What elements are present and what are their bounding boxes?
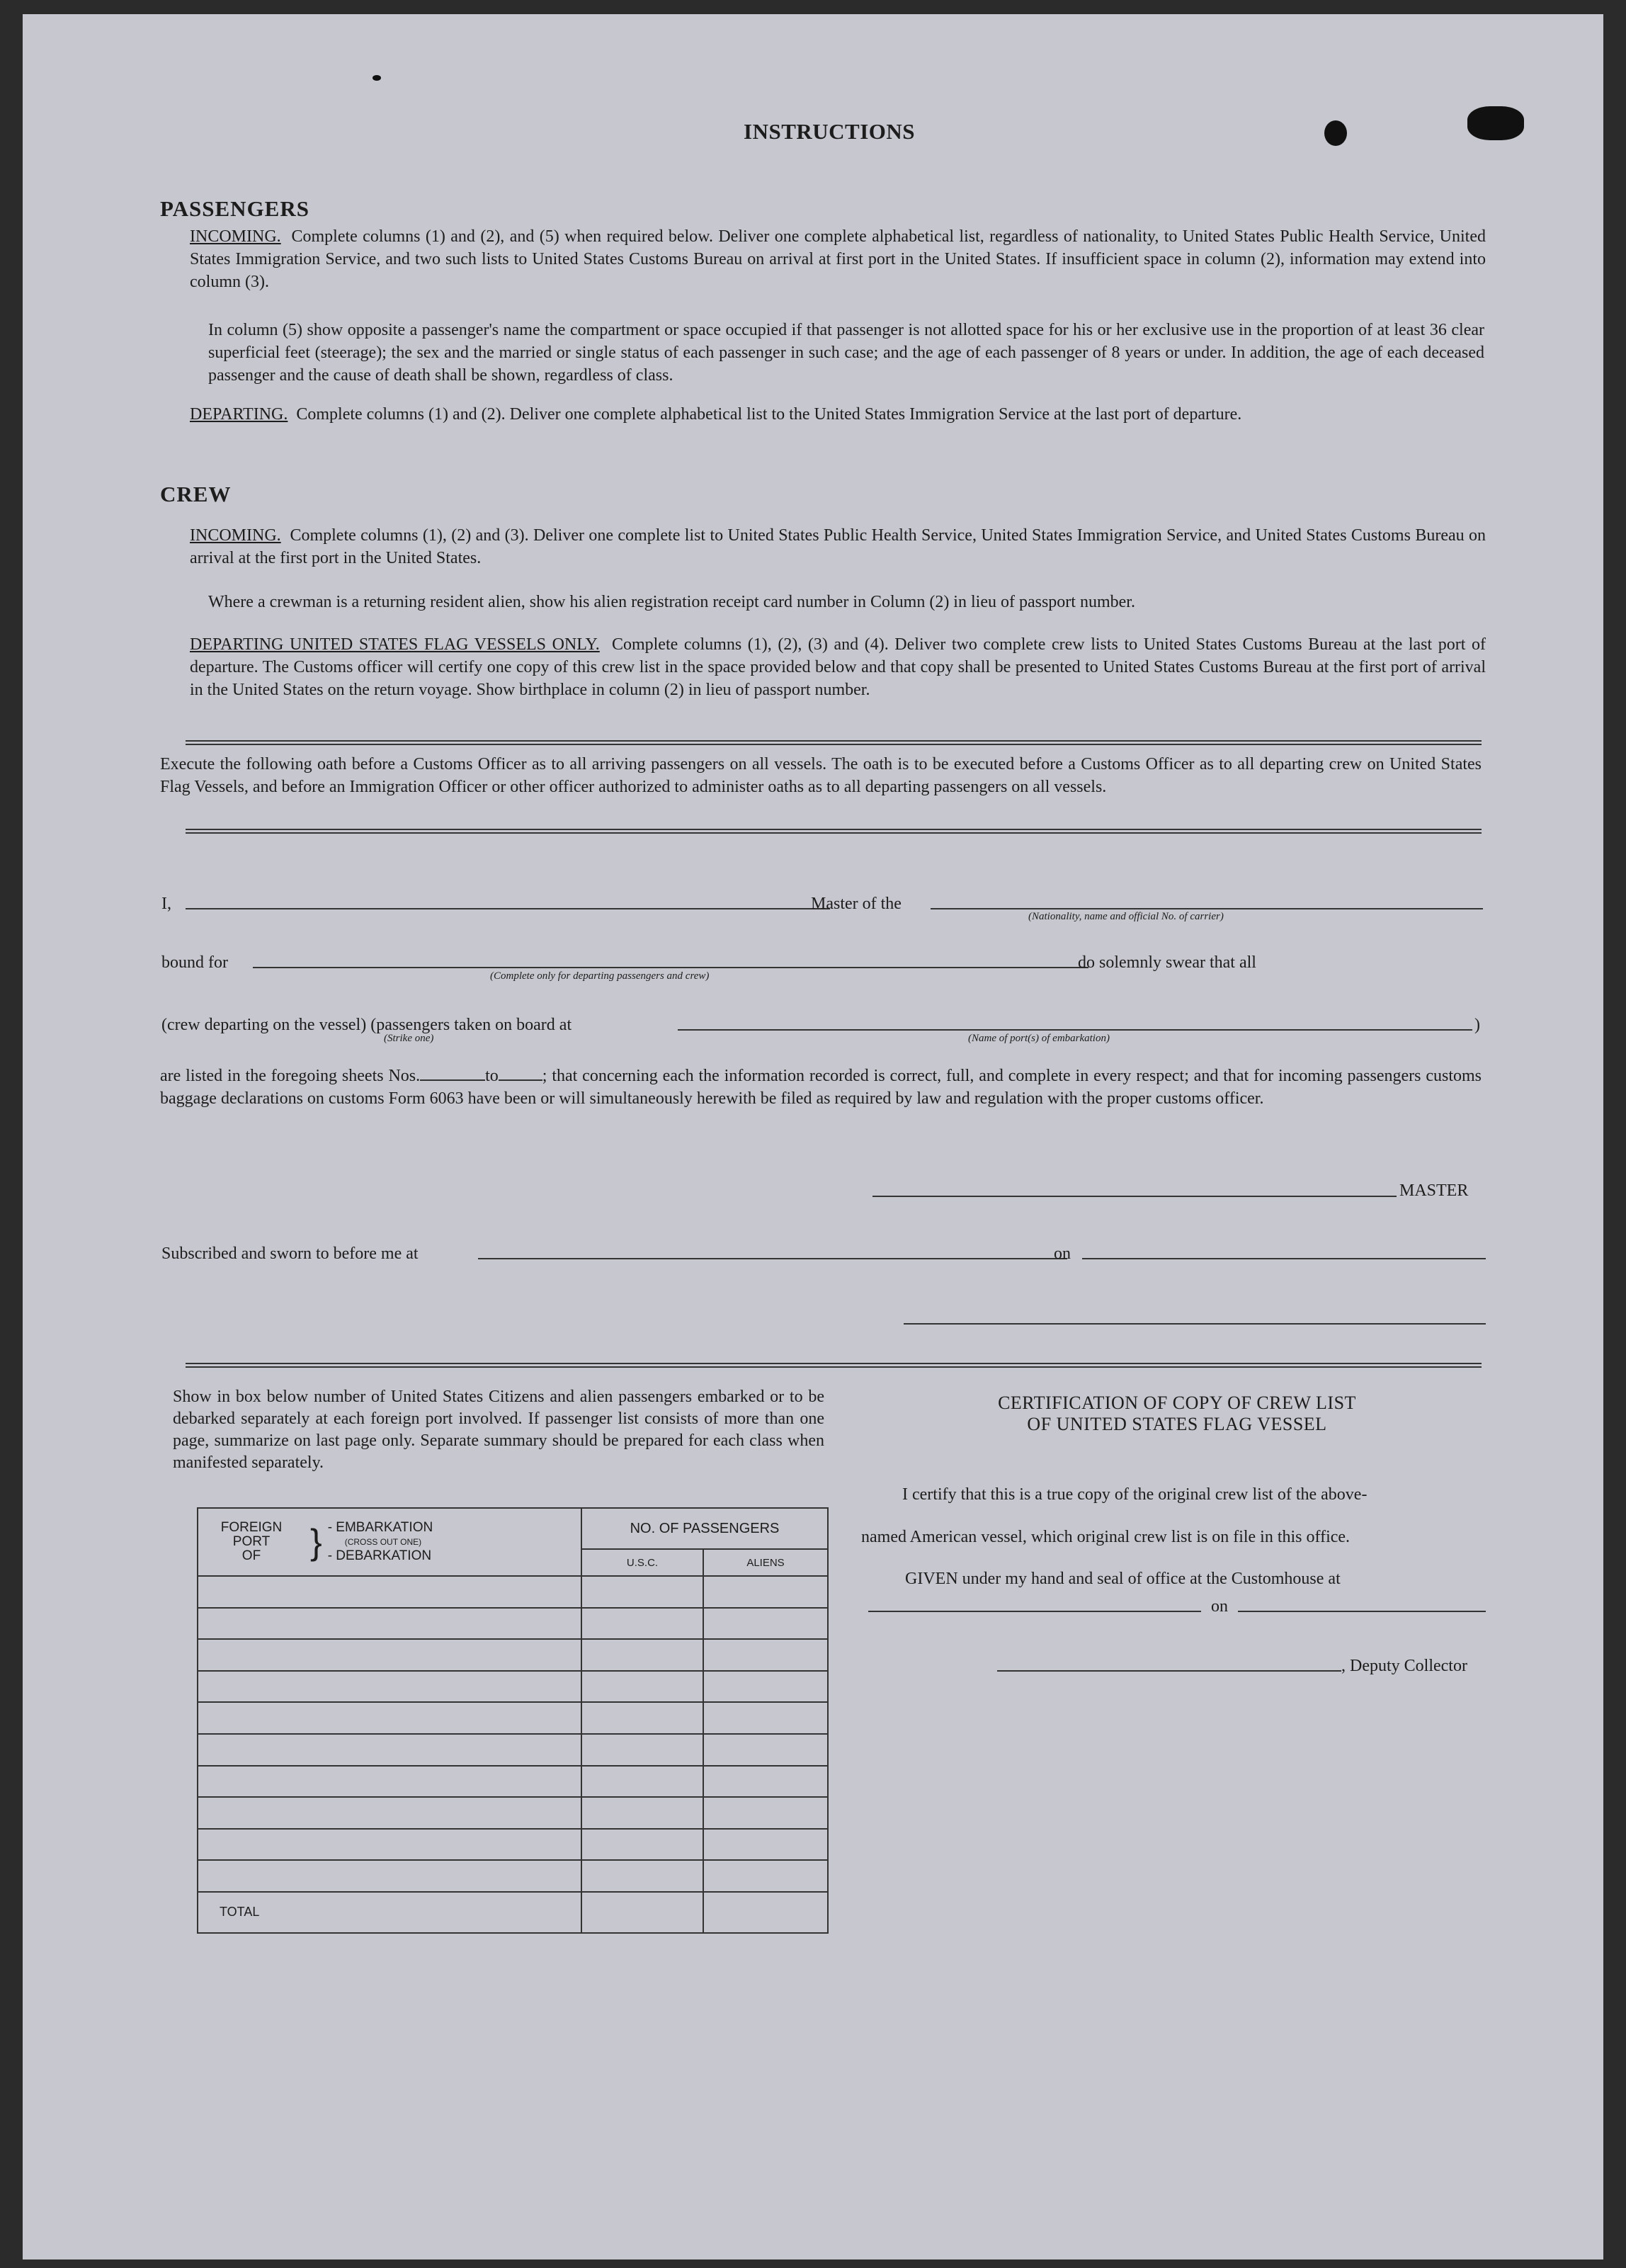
embarkation-label: - EMBARKATION xyxy=(327,1520,433,1535)
total-label: TOTAL xyxy=(198,1892,581,1933)
passengers-incoming xyxy=(190,225,1486,293)
table-row xyxy=(198,1639,828,1671)
aliens-cell[interactable] xyxy=(703,1734,828,1766)
sheet-to-field[interactable] xyxy=(499,1079,542,1081)
ink-blot-decoration xyxy=(1467,106,1524,140)
subscribed-label: Subscribed and sworn to before me at xyxy=(161,1244,419,1263)
deputy-collector-label: , Deputy Collector xyxy=(1341,1657,1467,1675)
embarkation-ports-field[interactable] xyxy=(678,1029,1472,1031)
aliens-cell[interactable] xyxy=(703,1639,828,1671)
passenger-summary-table xyxy=(197,1507,829,1934)
usc-cell[interactable] xyxy=(581,1702,703,1734)
table-row xyxy=(198,1702,828,1734)
divider xyxy=(186,1363,1482,1368)
master-label: MASTER xyxy=(1399,1181,1469,1200)
usc-cell[interactable] xyxy=(581,1829,703,1861)
port-cell[interactable] xyxy=(198,1576,581,1608)
oath-i-label: I, xyxy=(161,895,171,913)
aliens-header: ALIENS xyxy=(703,1549,828,1576)
crew-departing-text: Complete columns (1), (2), (3) and (4). Deliver two complete crew lists to United States Customs Bureau at the last port of departure. The Customs officer will certify one copy of this crew list in the space provided below and that copy shall be presented to United States Customs Bureau at the first port of arrival in the United States on the return voyage. Show birthplace in column (2) in lieu of passport number. xyxy=(190,635,1486,699)
aliens-cell[interactable] xyxy=(703,1797,828,1829)
swear-text: do solemnly swear that all xyxy=(1078,953,1256,972)
certification-title xyxy=(858,1393,1496,1435)
aliens-cell[interactable] xyxy=(703,1576,828,1608)
port-cell[interactable] xyxy=(198,1766,581,1798)
listed-start: are listed in the foregoing sheets Nos. xyxy=(160,1067,421,1085)
usc-cell[interactable] xyxy=(581,1576,703,1608)
usc-cell[interactable] xyxy=(581,1734,703,1766)
no-of-passengers-header: NO. OF PASSENGERS xyxy=(581,1508,828,1549)
incoming-label: INCOMING. xyxy=(190,227,281,246)
certification-title-line2: OF UNITED STATES FLAG VESSEL xyxy=(1027,1414,1327,1434)
certification-title-line1: CERTIFICATION OF COPY OF CREW LIST xyxy=(998,1393,1356,1413)
usc-cell[interactable] xyxy=(581,1766,703,1798)
form-page xyxy=(23,14,1603,2260)
usc-cell[interactable] xyxy=(581,1608,703,1640)
table-row xyxy=(198,1608,828,1640)
page-title: INSTRUCTIONS xyxy=(744,119,916,144)
table-row xyxy=(198,1576,828,1608)
usc-cell[interactable] xyxy=(581,1860,703,1892)
passengers-heading: PASSENGERS xyxy=(160,196,309,221)
customhouse-field[interactable] xyxy=(868,1611,1201,1612)
strike-caption: (Strike one) xyxy=(384,1033,434,1044)
listed-paragraph xyxy=(160,1065,1482,1110)
crew-departing-label: DEPARTING UNITED STATES FLAG VESSELS ONLY. xyxy=(190,635,600,654)
port-cell[interactable] xyxy=(198,1797,581,1829)
aliens-cell[interactable] xyxy=(703,1829,828,1861)
carrier-field[interactable] xyxy=(931,908,1483,909)
table-row xyxy=(198,1671,828,1703)
port-header xyxy=(198,1508,581,1576)
port-cell[interactable] xyxy=(198,1608,581,1640)
ports-caption: (Name of port(s) of embarkation) xyxy=(968,1033,1110,1044)
port-cell[interactable] xyxy=(198,1639,581,1671)
sworn-date-field[interactable] xyxy=(1082,1258,1486,1259)
port-cell[interactable] xyxy=(198,1829,581,1861)
total-aliens-cell[interactable] xyxy=(703,1892,828,1933)
total-usc-cell[interactable] xyxy=(581,1892,703,1933)
master-name-field[interactable] xyxy=(186,908,830,909)
departing-text: Complete columns (1) and (2). Deliver one complete alphabetical list to the United States Immigration Service at the last port of departure. xyxy=(296,405,1242,424)
crew-incoming-label: INCOMING. xyxy=(190,526,281,545)
usc-cell[interactable] xyxy=(581,1671,703,1703)
summary-note: Show in box below number of United States Citizens and alien passengers embarked or to be debarked separately at each foreign port involved. If passenger list consists of more than one page, summarize on last page only. Separate summary should be prepared for each class when manifested separately. xyxy=(173,1388,824,1472)
passengers-column5: In column (5) show opposite a passenger's name the compartment or space occupied if that passenger is not allotted space for his or her exclusive use in the proportion of at least 36 clear superficial feet (steerage); the sex and the married or single status of each passenger in such case; and the age of each passenger of 8 years or under. In addition, the age of each deceased passenger and the cause of death shall be shown, regardless of class. xyxy=(208,321,1484,385)
incoming-text: Complete columns (1) and (2), and (5) when required below. Deliver one complete alphabetical list, regardless of nationality, to United States Public Health Service, United States Immigration Service, and two such lists to United States Customs Bureau on arrival at first port in the United States. If insufficient space in column (2), information may extend into column (3). xyxy=(190,227,1486,291)
crew-heading: CREW xyxy=(160,482,232,506)
port-cell[interactable] xyxy=(198,1860,581,1892)
table-row xyxy=(198,1797,828,1829)
usc-cell[interactable] xyxy=(581,1797,703,1829)
crew-resident: Where a crewman is a returning resident alien, show his alien registration receipt card number in Column (2) in lieu of passport number. xyxy=(208,593,1135,611)
aliens-cell[interactable] xyxy=(703,1702,828,1734)
master-signature-field[interactable] xyxy=(872,1196,1397,1197)
crew-incoming xyxy=(190,524,1486,569)
cert-on-label: on xyxy=(1211,1597,1228,1616)
to-label: to xyxy=(485,1067,499,1085)
brace-icon: } xyxy=(310,1522,322,1562)
port-cell[interactable] xyxy=(198,1671,581,1703)
divider xyxy=(186,740,1482,745)
crew-departing-strike: (crew departing on the vessel) (passengers taken on board at xyxy=(161,1016,572,1034)
certify-text-2: named American vessel, which original crew list is on file in this office. xyxy=(861,1528,1351,1546)
table-row xyxy=(198,1829,828,1861)
divider xyxy=(186,829,1482,834)
certify-text-1: I certify that this is a true copy of the original crew list of the above- xyxy=(902,1485,1368,1504)
crew-departing xyxy=(190,633,1486,701)
close-paren: ) xyxy=(1474,1016,1480,1034)
ink-blot-decoration xyxy=(373,75,381,81)
aliens-cell[interactable] xyxy=(703,1766,828,1798)
bound-for-field[interactable] xyxy=(253,967,1088,968)
table-row xyxy=(198,1734,828,1766)
departing-label: DEPARTING. xyxy=(190,405,288,424)
usc-header: U.S.C. xyxy=(581,1549,703,1576)
bound-caption: (Complete only for departing passengers and crew) xyxy=(490,970,710,982)
master-of-the-label: Master of the xyxy=(811,895,902,913)
port-cell[interactable] xyxy=(198,1702,581,1734)
table-row xyxy=(198,1860,828,1892)
foreign-port-label: FOREIGN PORT OF xyxy=(220,1520,283,1563)
sworn-on-label: on xyxy=(1054,1244,1071,1263)
cert-date-field[interactable] xyxy=(1238,1611,1486,1612)
aliens-cell[interactable] xyxy=(703,1860,828,1892)
ink-blot-decoration xyxy=(1324,120,1347,146)
passengers-departing xyxy=(190,403,1486,426)
debarkation-label: - DEBARKATION xyxy=(327,1548,432,1563)
sworn-location-field[interactable] xyxy=(478,1258,1067,1259)
deputy-signature-field[interactable] xyxy=(997,1670,1341,1672)
cross-out-label: (CROSS OUT ONE) xyxy=(344,1537,422,1547)
bound-for-label: bound for xyxy=(161,953,228,972)
listed-rest: ; that concerning each the information recorded is correct, full, and complete in every respect; and that for incoming passengers customs baggage declarations on customs Form 6063 have been or will simultaneously herewith be filed as required by law and regulation with the proper customs officer. xyxy=(160,1067,1482,1108)
table-row xyxy=(198,1766,828,1798)
officer-signature-field[interactable] xyxy=(904,1323,1486,1325)
crew-incoming-text: Complete columns (1), (2) and (3). Deliver one complete list to United States Public Health Service, United States Immigration Service, and United States Customs Bureau on arrival at the first port in the United States. xyxy=(190,526,1486,567)
port-cell[interactable] xyxy=(198,1734,581,1766)
sheet-from-field[interactable] xyxy=(420,1079,485,1081)
given-text: GIVEN under my hand and seal of office at the Customhouse at xyxy=(905,1570,1341,1588)
aliens-cell[interactable] xyxy=(703,1671,828,1703)
usc-cell[interactable] xyxy=(581,1639,703,1671)
carrier-caption: (Nationality, name and official No. of carrier) xyxy=(1028,911,1224,922)
aliens-cell[interactable] xyxy=(703,1608,828,1640)
oath-intro: Execute the following oath before a Customs Officer as to all arriving passengers on all vessels. The oath is to be executed before a Customs Officer as to all departing crew on United States Flag Vessels, and before an Immigration Officer or other officer authorized to administer oaths as to all departing passengers on all vessels. xyxy=(160,755,1482,796)
